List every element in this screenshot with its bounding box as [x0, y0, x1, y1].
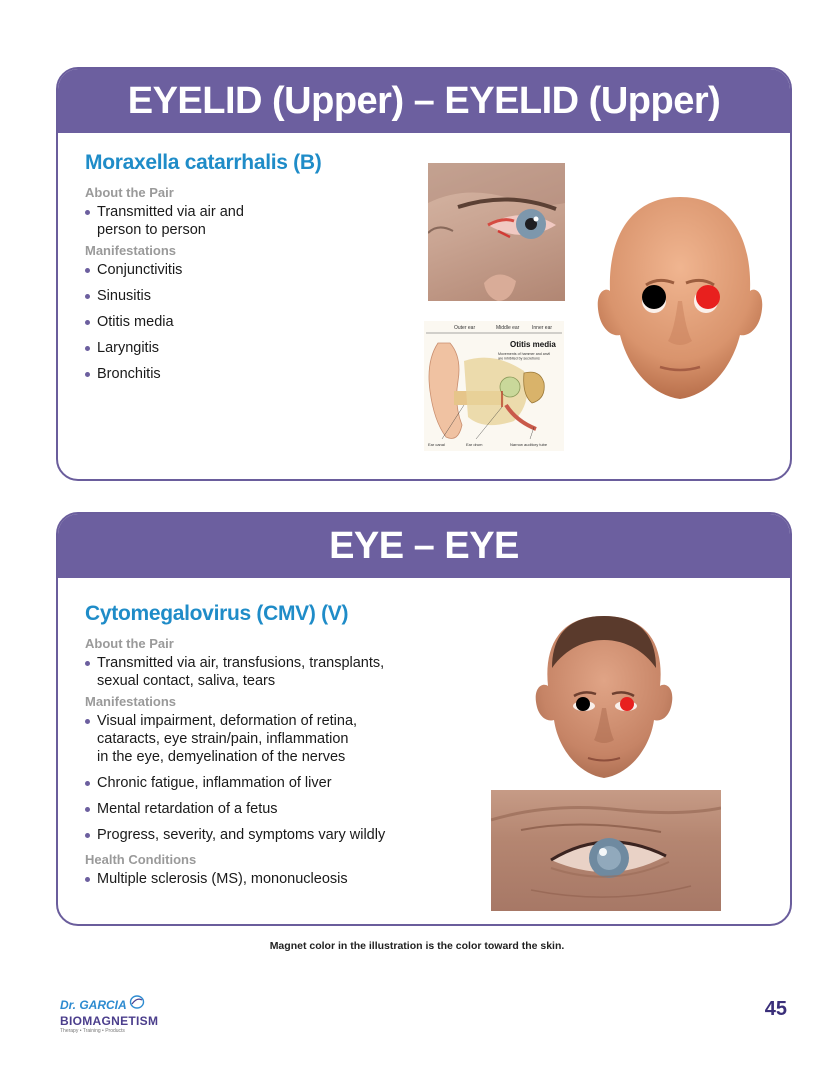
- manifestations-list: [85, 712, 505, 844]
- pair-info: [85, 151, 415, 391]
- about-list: [85, 654, 505, 690]
- logo-line-1: Dr. GARCIA: [60, 997, 127, 1012]
- footnote: Magnet color in the illustration is the color toward the skin.: [269, 940, 565, 952]
- magnet-red-dot: [620, 697, 634, 711]
- magnet-red-dot: [696, 285, 720, 309]
- pair-card-eyelid: [56, 67, 792, 481]
- list-item: Otitis media: [85, 313, 415, 331]
- list-item: Sinusitis: [85, 287, 415, 305]
- logo-line-3: Therapy • Training • Products: [60, 1028, 125, 1034]
- card-title: EYE – EYE: [58, 514, 790, 578]
- about-heading: About the Pair: [85, 636, 174, 651]
- diagram-label-middle: Middle ear: [496, 325, 520, 331]
- pair-card-eye: [56, 512, 792, 926]
- list-item: Visual impairment, deformation of retina, cataracts, eye strain/pain, inflammation in the eye, demyelination of the nerves: [85, 712, 505, 766]
- manifestations-list: [85, 261, 415, 383]
- list-item: Multiple sclerosis (MS), mononucleosis: [85, 870, 505, 888]
- pathogen-name: Cytomegalovirus (CMV) (V): [85, 602, 349, 625]
- list-item: Progress, severity, and symptoms vary wildly: [85, 826, 505, 844]
- diagram-label-eustachian: Narrow auditory tube: [510, 442, 548, 447]
- manifestations-heading: Manifestations: [85, 243, 177, 258]
- health-conditions-heading: Health Conditions: [85, 852, 197, 867]
- diagram-label-ear-canal: Ear canal: [428, 442, 445, 447]
- manifestations-heading: Manifestations: [85, 694, 177, 709]
- list-item: Laryngitis: [85, 339, 415, 357]
- magnet-black-dot: [642, 285, 666, 309]
- list-item: Bronchitis: [85, 365, 415, 383]
- health-conditions-list: [85, 870, 505, 888]
- about-heading: About the Pair: [85, 185, 174, 200]
- brand-logo: [60, 995, 170, 1035]
- logo-line-2: BIOMAGNETISM: [60, 1014, 159, 1028]
- magnet-black-dot: [576, 697, 590, 711]
- list-item: Transmitted via air, transfusions, transplants, sexual contact, saliva, tears: [85, 654, 505, 690]
- diagram-caption: Movements of hammer and anvil are inhibited by secretions: [498, 352, 551, 361]
- list-item: Mental retardation of a fetus: [85, 800, 505, 818]
- head-illustration: [522, 608, 687, 780]
- page-number: 45: [764, 998, 787, 1020]
- list-item: Conjunctivitis: [85, 261, 415, 279]
- head-illustration: [590, 191, 770, 401]
- card-title: EYELID (Upper) – EYELID (Upper): [58, 69, 790, 133]
- diagram-label-ear-drum: Ear drum: [466, 442, 483, 447]
- otitis-media-diagram: [424, 321, 564, 451]
- pathogen-name: Moraxella catarrhalis (B): [85, 151, 322, 174]
- list-item: Transmitted via air and person to person: [85, 203, 415, 239]
- list-item: Chronic fatigue, inflammation of liver: [85, 774, 505, 792]
- cmv-eye-photo: [491, 790, 721, 911]
- diagram-title: Otitis media: [510, 340, 556, 349]
- about-list: [85, 203, 415, 239]
- swirl-globe-icon: [129, 995, 145, 1014]
- diagram-label-outer: Outer ear: [454, 325, 476, 331]
- diagram-label-inner: Inner ear: [532, 325, 553, 331]
- conjunctivitis-photo: [428, 163, 565, 301]
- pair-info: [85, 602, 505, 890]
